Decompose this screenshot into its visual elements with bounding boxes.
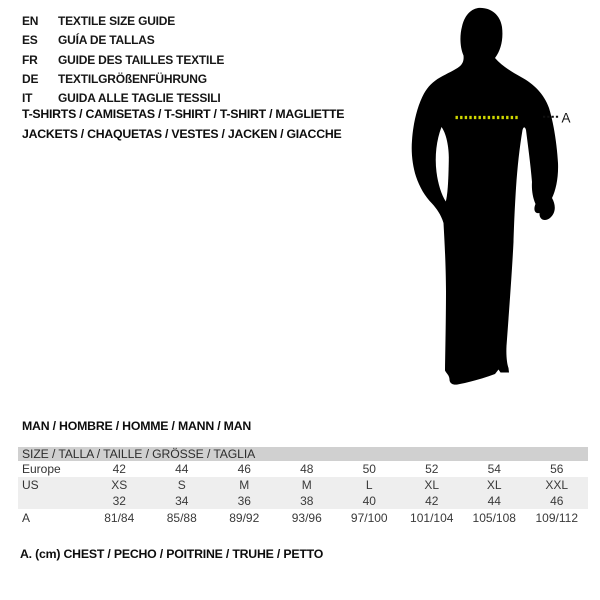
size-value: 50 — [362, 462, 376, 476]
size-value: 42 — [112, 462, 126, 476]
table-row-us — [18, 477, 588, 493]
row-label: A — [22, 510, 31, 525]
size-table-header-row — [18, 447, 588, 461]
language-title: GUIDA ALLE TAGLIE TESSILI — [58, 91, 221, 106]
language-row — [22, 12, 224, 31]
size-value: 48 — [300, 462, 314, 476]
size-value: 89/92 — [229, 510, 260, 525]
size-value: 105/108 — [472, 510, 516, 525]
section-title-man: MAN / HOMBRE / HOMME / MANN / MAN — [22, 419, 252, 433]
row-label: US — [18, 477, 88, 493]
size-value: XL — [463, 477, 526, 493]
language-title: GUÍA DE TALLAS — [58, 33, 155, 48]
man-figure — [398, 0, 578, 400]
category-line-tshirts: T-SHIRTS / CAMISETAS / T-SHIRT / T-SHIRT / MAGLIETTE — [22, 107, 345, 121]
row-label: Europe — [22, 462, 61, 476]
size-value: 32 — [88, 493, 151, 509]
size-value: L — [338, 477, 401, 493]
size-value: 34 — [151, 493, 214, 509]
language-code: FR — [22, 52, 38, 67]
size-value: 42 — [401, 493, 464, 509]
size-value: 38 — [276, 493, 339, 509]
size-value: 46 — [526, 493, 589, 509]
size-value: 46 — [237, 462, 251, 476]
table-row-europe — [18, 461, 588, 477]
language-code: ES — [22, 33, 38, 48]
size-value: M — [213, 477, 276, 493]
language-row — [22, 70, 224, 89]
man-silhouette — [412, 8, 558, 385]
language-row — [22, 51, 224, 70]
size-value: M — [276, 477, 339, 493]
category-lines — [22, 105, 344, 144]
size-value: 85/88 — [166, 510, 197, 525]
size-value: 101/104 — [410, 510, 454, 525]
language-code: EN — [22, 14, 39, 28]
measurement-footnote: A. (cm) CHEST / PECHO / POITRINE / TRUHE / PETTO — [20, 547, 324, 561]
language-code: DE — [22, 71, 39, 86]
size-value: XS — [88, 477, 151, 493]
size-value: 81/84 — [104, 510, 135, 525]
size-table-header: SIZE / TALLA / TAILLE / GRÖSSE / TAGLIA — [18, 447, 588, 461]
table-row-us-numeric — [18, 493, 588, 509]
language-guide — [22, 12, 224, 108]
size-value: XL — [401, 477, 464, 493]
size-value: 93/96 — [291, 510, 322, 525]
size-value: 56 — [550, 462, 564, 476]
row-label — [18, 493, 88, 509]
size-value: XXL — [526, 477, 589, 493]
category-line-jackets: JACKETS / CHAQUETAS / VESTES / JACKEN / GIACCHE — [22, 126, 342, 141]
table-row-chest-cm — [18, 509, 588, 526]
language-title: TEXTILGRÖßENFÜHRUNG — [58, 71, 207, 86]
size-value: S — [151, 477, 214, 493]
size-value: 40 — [338, 493, 401, 509]
language-title: TEXTILE SIZE GUIDE — [58, 14, 176, 28]
size-value: 44 — [175, 462, 189, 476]
measurement-label-a: A — [561, 110, 571, 126]
size-value: 52 — [425, 462, 439, 476]
size-value: 36 — [213, 493, 276, 509]
size-value: 109/112 — [535, 510, 578, 525]
size-table — [18, 447, 588, 526]
size-value: 44 — [463, 493, 526, 509]
size-value: 97/100 — [350, 510, 388, 525]
size-value: 54 — [487, 462, 501, 476]
language-title: GUIDE DES TAILLES TEXTILE — [58, 52, 225, 67]
language-code: IT — [22, 91, 33, 106]
language-row — [22, 31, 224, 50]
